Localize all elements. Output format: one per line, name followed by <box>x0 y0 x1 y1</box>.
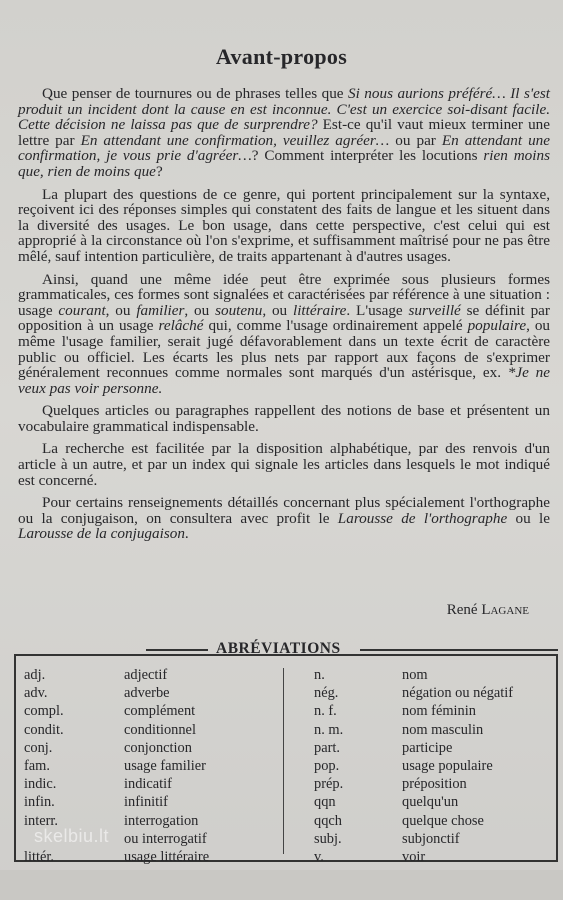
paragraph <box>18 272 550 397</box>
text-run: Quelques articles ou paragraphes rappellent des notions de base et présentent un vocabulaire grammatical indispensable. <box>18 402 550 435</box>
abbreviation-meaning: participe <box>402 739 453 756</box>
abbreviation: littér. <box>24 848 54 865</box>
abbreviation-row <box>314 702 554 720</box>
abbreviation-row <box>314 793 554 811</box>
abbreviation-row <box>24 757 274 775</box>
abbreviation: indic. <box>24 776 57 793</box>
italic-run: rien moins que, rien de moins que <box>18 147 550 180</box>
text-run: ou par <box>389 131 442 149</box>
abbreviation: fam. <box>24 757 50 774</box>
italic-run: populaire <box>467 317 527 335</box>
italic-run: familier <box>136 301 185 319</box>
text-run: La plupart des questions de ce genre, qui portent principalement sur la syntaxe, reçoivent ici des réponses simples qui constatent des faits de langue et les situent dans la diversité des usages. Le bon usage, dans cette perspective, c'est celui qui est approprié à la circonstance où l'on s'exprime, et suffisamment maîtrisé pour ne pas être mêlé, sauf intention particulière, de traits appartenant à d'autres usages. <box>18 185 550 265</box>
paragraph <box>18 86 550 180</box>
text-run: , ou <box>262 301 293 319</box>
heading-rule-right <box>360 649 558 651</box>
italic-run: relâché <box>158 317 204 335</box>
text-run: qui, comme l'usage ordinairement appelé <box>203 317 468 335</box>
abbreviation-meaning: voir <box>402 848 426 865</box>
abbreviation-meaning: infinitif <box>124 794 168 811</box>
abbreviation-meaning: usage populaire <box>402 757 493 774</box>
abbreviation-row <box>24 793 274 811</box>
italic-run: Larousse de l'orthographe <box>337 509 508 527</box>
italic-run: Si nous aurions préféré… Il s'est produit un incident dont la cause en est inconnue. C'est un exercice soi-disant facile. Cette décision ne laissa pas que de surprendre? <box>18 85 551 134</box>
column-divider <box>283 668 284 854</box>
abbreviation: condit. <box>24 721 64 738</box>
abbreviation: n. f. <box>314 703 337 720</box>
abbreviation: adj. <box>24 667 46 683</box>
abbreviation: nég. <box>314 685 339 702</box>
text-run: Est-ce qu'il vaut mieux terminer une lettre par <box>18 116 550 149</box>
italic-run: soutenu <box>215 301 263 319</box>
text-run: . L'usage <box>346 301 409 319</box>
author-first-name: René <box>446 602 478 618</box>
abbreviation-row <box>314 830 554 848</box>
italic-run: surveillé <box>408 301 461 319</box>
abbreviation-meaning: préposition <box>402 776 467 793</box>
abbreviation-meaning: adjectif <box>124 667 168 683</box>
abbreviation-row <box>24 775 274 793</box>
abbreviation-meaning: ou interrogatif <box>124 830 207 847</box>
text-run: ? Comment interpréter les locutions <box>251 147 484 165</box>
abbreviation: pop. <box>314 757 340 774</box>
page-bottom-shade <box>0 870 563 900</box>
abbreviation-meaning: nom féminin <box>402 703 476 720</box>
foreword-text <box>18 86 550 549</box>
abbreviation-row <box>314 666 554 684</box>
italic-run: En attendant une confirmation, je vous prie d'agréer… <box>18 131 550 165</box>
text-run: se définit par opposition à un usage <box>18 301 550 335</box>
abbreviation: interr. <box>24 812 58 829</box>
abbreviation-meaning: usage littéraire <box>124 848 210 865</box>
abbreviation-meaning: quelqu'un <box>402 794 459 811</box>
text-run: ? <box>155 162 163 180</box>
text-run: , ou <box>184 301 216 319</box>
abbreviation: subj. <box>314 830 342 847</box>
abbreviation-row <box>314 757 554 775</box>
paragraph <box>18 187 550 265</box>
italic-run: En attendant une confirmation, veuillez agréer… <box>80 131 390 149</box>
abbreviation-row <box>314 684 554 702</box>
abbreviation: qqn <box>314 794 336 811</box>
abbreviation-meaning: conditionnel <box>124 721 196 738</box>
abbreviation-row <box>24 702 274 720</box>
text-run: Que penser de tournures ou de phrases telles que <box>42 85 349 102</box>
abbreviation: n. m. <box>314 721 344 738</box>
abbreviation: part. <box>314 739 340 756</box>
abbreviation: conj. <box>24 739 53 756</box>
abbreviations-title: ABRÉVIATIONS <box>216 640 341 657</box>
paragraph <box>18 495 550 542</box>
italic-run: courant <box>58 301 106 319</box>
text-run: Ainsi, quand une même idée peut être exprimée sous plusieurs formes grammaticales, ces formes sont signalées et caractérisées par référence à une situation : usage <box>18 270 550 319</box>
abbreviation-meaning: conjonction <box>124 739 192 756</box>
author-last-name: Lagane <box>481 602 529 618</box>
abbreviation-row <box>24 848 274 866</box>
abbreviation-meaning: négation ou négatif <box>402 685 514 702</box>
text-run: Pour certains renseignements détaillés concernant plus spécialement l'orthographe ou la conjugaison, on consultera avec profit le <box>18 494 550 527</box>
abbreviation: qqch <box>314 812 342 829</box>
paragraph <box>18 441 550 488</box>
abbreviation-row <box>314 848 554 866</box>
abbreviation: v. <box>314 848 324 865</box>
abbreviation-meaning: usage familier <box>124 757 206 774</box>
abbreviation-meaning: complément <box>124 703 196 720</box>
abbreviation-meaning: quelque chose <box>402 812 484 829</box>
abbreviation-meaning: subjonctif <box>402 830 460 847</box>
heading-rule-left <box>146 649 208 651</box>
italic-run: littéraire <box>292 301 347 319</box>
watermark-logo: skelbiu.lt <box>34 826 110 846</box>
text-run: . <box>184 525 189 543</box>
author-signature <box>447 602 529 619</box>
text-run: La recherche est facilitée par la disposition alphabétique, par des renvois d'un article à un autre, et par un index qui signale les articles dans lesquels le mot indiqué est concerné. <box>18 440 550 489</box>
abbreviation: n. <box>314 667 325 683</box>
abbreviation-meaning: nom <box>402 667 428 683</box>
text-run: , ou <box>105 301 137 319</box>
abbreviation: adv. <box>24 685 48 702</box>
abbreviation-row <box>24 739 274 757</box>
abbreviation-row <box>314 812 554 830</box>
page-title: Avant-propos <box>215 44 348 69</box>
paragraph <box>18 403 550 434</box>
text-run: ou le <box>507 509 550 527</box>
abbreviation-row <box>24 684 274 702</box>
abbreviation-row <box>314 721 554 739</box>
abbreviation-meaning: nom masculin <box>402 721 484 738</box>
abbreviation-row <box>24 721 274 739</box>
italic-run: Larousse de la conjugaison <box>18 525 185 543</box>
abbreviation-meaning: adverbe <box>124 685 170 702</box>
italic-run: *Je ne veux pas voir personne. <box>18 364 550 397</box>
abbreviation-meaning: interrogation <box>124 812 199 829</box>
abbreviation-row <box>314 775 554 793</box>
abbreviation: prép. <box>314 776 344 793</box>
text-run: , ou même l'usage familier, serait jugé défavorablement dans un texte écrit de caractère public ou officiel. Les écarts les plus nets par rapport aux façons de s'exprimer généralement reconnues comme normales sont marqués d'un astérisque, ex. <box>18 317 551 382</box>
abbreviation-row <box>314 739 554 757</box>
abbreviation: compl. <box>24 703 64 720</box>
abbreviations-right-column <box>314 666 554 866</box>
abbreviation-row <box>24 666 274 684</box>
abbreviation: infin. <box>24 794 55 811</box>
abbreviation-meaning: indicatif <box>124 776 172 793</box>
